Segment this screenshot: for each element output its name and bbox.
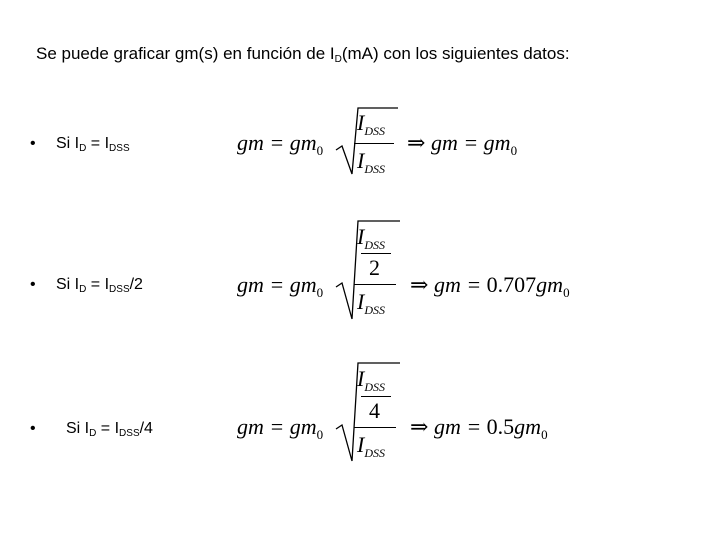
eq-num-text: I <box>357 366 365 391</box>
bullet-text-a: Si I <box>56 276 80 293</box>
equation-num-2 <box>357 224 385 253</box>
bullet-text-a: Si I <box>56 135 80 152</box>
equation-rhs-3 <box>410 414 548 443</box>
eq-rhs-text: gm <box>536 272 564 297</box>
bullet-sub-a: D <box>79 143 87 154</box>
bullet-text-b: = I <box>86 135 110 152</box>
fraction-bar-inner-2 <box>361 253 391 254</box>
bullet-sub-a: D <box>89 428 97 439</box>
bullet-tail: /2 <box>129 276 143 293</box>
bullet-text-b: = I <box>96 420 120 437</box>
eq-num-sub: DSS <box>364 238 385 252</box>
bullet-sub-b: DSS <box>119 428 140 439</box>
eq-den-sub: DSS <box>364 162 385 176</box>
bullet-row-1 <box>30 135 130 153</box>
equation-rhs-1 <box>407 130 517 159</box>
implies-arrow: ⇒ <box>410 414 429 439</box>
equation-lhs-1 <box>237 130 323 159</box>
bullet-sub-b: DSS <box>109 143 130 154</box>
equation-den-1 <box>357 148 385 177</box>
bullet-sub-b: DSS <box>109 284 130 295</box>
intro-text <box>36 44 570 64</box>
bullet-row-3 <box>30 420 153 438</box>
eq-num-divisor: 2 <box>369 255 380 280</box>
bullet-text-a: Si I <box>66 420 90 437</box>
equation-rhs-2 <box>410 272 570 301</box>
eq-den-sub: DSS <box>364 446 385 460</box>
eq-den-text: I <box>357 432 365 457</box>
eq-rhs-text: gm = gm <box>430 130 511 155</box>
bullet-mark: • <box>30 135 36 152</box>
eq-den-text: I <box>357 148 365 173</box>
eq-num-divisor: 4 <box>369 398 380 423</box>
equation-den-3 <box>357 432 385 461</box>
eq-den-text: I <box>357 289 365 314</box>
equation-num-1 <box>357 110 385 139</box>
bullet-mark: • <box>30 276 36 293</box>
fraction-bar-1 <box>354 143 394 144</box>
intro-sub: D <box>334 54 342 65</box>
eq-rhs-pre: gm = <box>433 272 487 297</box>
eq-lhs-text: gm = gm <box>237 272 317 297</box>
bullet-tail: /4 <box>139 420 153 437</box>
eq-lhs-text: gm = gm <box>237 130 317 155</box>
eq-rhs-sub: 0 <box>541 427 548 442</box>
equation-lhs-3 <box>237 414 323 443</box>
fraction-bar-3 <box>354 427 396 428</box>
equation-den-2 <box>357 289 385 318</box>
eq-rhs-coef: 0.5 <box>486 414 515 439</box>
eq-lhs-text: gm = gm <box>237 414 317 439</box>
eq-lhs-sub: 0 <box>316 427 324 442</box>
eq-rhs-pre: gm = <box>433 414 487 439</box>
eq-rhs-sub: 0 <box>510 143 518 158</box>
eq-num-text: I <box>357 110 365 135</box>
intro-text-before: Se puede graficar gm(s) en función de I <box>36 44 335 63</box>
equation-num-div-3 <box>369 398 380 424</box>
equation-num-3 <box>357 366 385 395</box>
fraction-bar-inner-3 <box>361 396 391 397</box>
eq-rhs-text: gm <box>514 414 542 439</box>
eq-num-sub: DSS <box>364 124 385 138</box>
implies-arrow: ⇒ <box>410 272 429 297</box>
bullet-text-b: = I <box>86 276 110 293</box>
eq-rhs-sub: 0 <box>563 285 570 300</box>
eq-lhs-sub: 0 <box>316 143 324 158</box>
eq-rhs-coef: 0.707 <box>486 272 537 297</box>
bullet-sub-a: D <box>79 284 87 295</box>
intro-text-after: (mA) con los siguientes datos: <box>341 44 570 63</box>
eq-num-text: I <box>357 224 365 249</box>
equation-lhs-2 <box>237 272 323 301</box>
fraction-bar-2 <box>354 284 396 285</box>
implies-arrow: ⇒ <box>407 130 426 155</box>
eq-den-sub: DSS <box>364 303 385 317</box>
eq-lhs-sub: 0 <box>316 285 324 300</box>
bullet-row-2 <box>30 276 143 294</box>
bullet-mark: • <box>30 420 36 437</box>
eq-num-sub: DSS <box>364 380 385 394</box>
equation-num-div-2 <box>369 255 380 281</box>
